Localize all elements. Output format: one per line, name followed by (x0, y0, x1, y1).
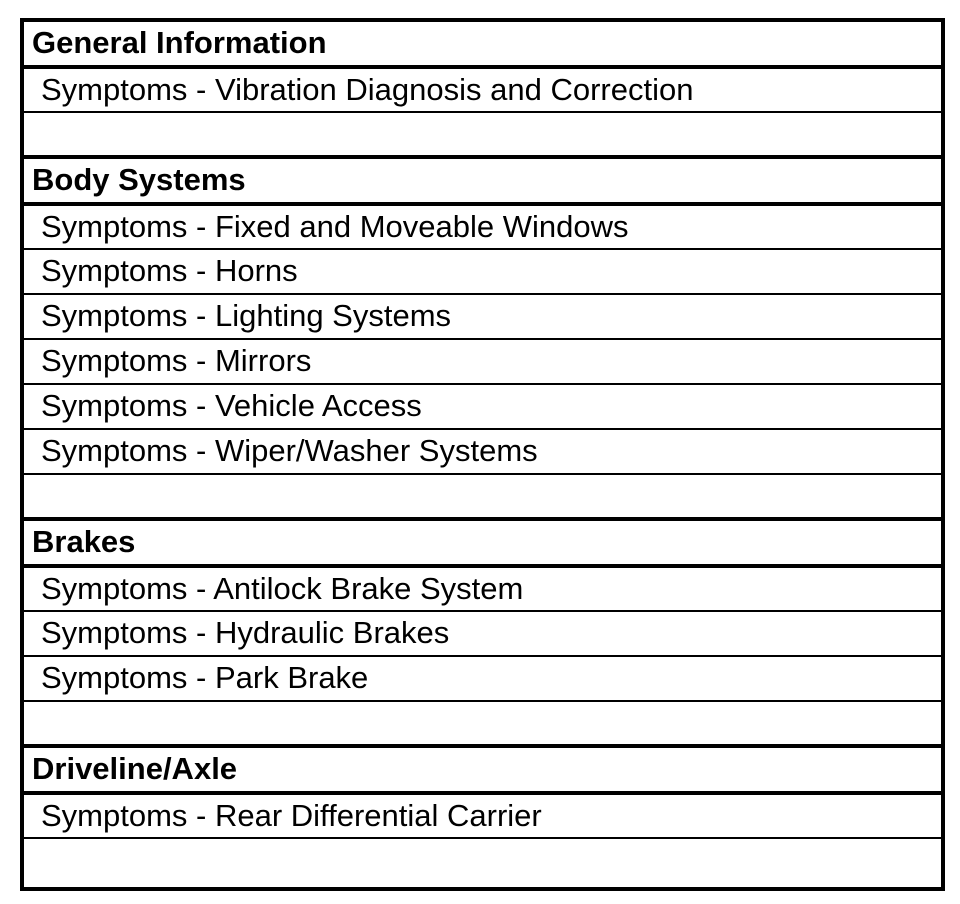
symptom-link[interactable]: Symptoms - Mirrors (24, 340, 941, 385)
symptom-index-table (20, 18, 945, 891)
symptom-link[interactable]: Symptoms - Park Brake (24, 657, 941, 702)
symptom-link[interactable]: Symptoms - Fixed and Moveable Windows (24, 204, 941, 250)
symptom-link[interactable]: Symptoms - Hydraulic Brakes (24, 612, 941, 657)
section-heading: General Information (24, 22, 941, 67)
section-spacer (24, 839, 941, 887)
symptom-link[interactable]: Symptoms - Horns (24, 250, 941, 295)
section-heading: Driveline/Axle (24, 748, 941, 793)
section-spacer (24, 113, 941, 159)
symptom-link[interactable]: Symptoms - Lighting Systems (24, 295, 941, 340)
section-spacer (24, 702, 941, 748)
symptom-link[interactable]: Symptoms - Vibration Diagnosis and Correction (24, 67, 941, 113)
section-spacer (24, 475, 941, 521)
symptom-link[interactable]: Symptoms - Vehicle Access (24, 385, 941, 430)
symptom-link[interactable]: Symptoms - Rear Differential Carrier (24, 793, 941, 839)
symptom-link[interactable]: Symptoms - Antilock Brake System (24, 566, 941, 612)
symptom-link[interactable]: Symptoms - Wiper/Washer Systems (24, 430, 941, 475)
section-heading: Body Systems (24, 159, 941, 204)
section-heading: Brakes (24, 521, 941, 566)
